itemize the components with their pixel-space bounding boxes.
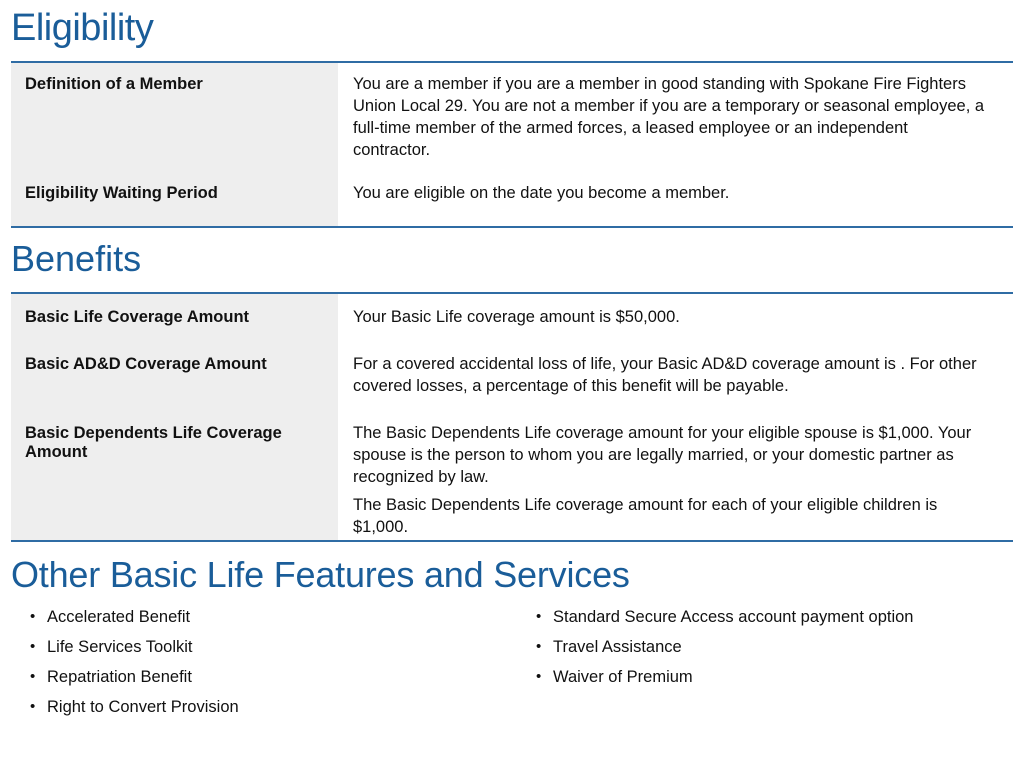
- benefits-table: [11, 294, 1013, 540]
- list-item: • Waiver of Premium: [517, 662, 1013, 692]
- basic-add-coverage-label: Basic AD&D Coverage Amount: [25, 355, 267, 373]
- bullet-icon: •: [536, 638, 542, 655]
- dependents-children-paragraph: The Basic Dependents Life coverage amount for each of your eligible children is $1,000.: [353, 496, 938, 536]
- basic-dependents-life-label: Basic Dependents Life Coverage Amount: [25, 424, 282, 461]
- eligibility-row-2-value-cell: [338, 181, 1013, 226]
- features-list-right: [517, 602, 1013, 722]
- list-item: • Accelerated Benefit: [11, 602, 517, 632]
- benefits-row-1-value-cell: [338, 294, 1013, 342]
- benefits-row-2-label-cell: [11, 342, 338, 410]
- bullet-icon: •: [536, 668, 542, 685]
- eligibility-waiting-period-label: Eligibility Waiting Period: [25, 184, 218, 202]
- eligibility-waiting-period-value: You are eligible on the date you become a member.: [353, 184, 730, 202]
- document-page: [11, 0, 1013, 722]
- eligibility-table: [11, 63, 1013, 226]
- features-list-left: [11, 602, 517, 722]
- basic-add-coverage-value: For a covered accidental loss of life, your Basic AD&D coverage amount is . For other covered losses, a percentage of this benefit will be payable.: [353, 355, 977, 395]
- eligibility-row-2-label-cell: [11, 181, 338, 226]
- basic-life-coverage-value: Your Basic Life coverage amount is $50,000.: [353, 308, 680, 326]
- list-item: • Standard Secure Access account payment option: [517, 602, 1013, 632]
- list-item: • Repatriation Benefit: [11, 662, 517, 692]
- features-list: [11, 602, 1013, 722]
- bullet-icon: •: [536, 608, 542, 625]
- eligibility-row-1-label-cell: [11, 63, 338, 181]
- eligibility-heading: Eligibility: [11, 7, 154, 49]
- benefits-row-1-label-cell: [11, 294, 338, 342]
- definition-of-member-value: You are a member if you are a member in good standing with Spokane Fire Fighters Union Local 29. You are not a member if you are a temporary or seasonal employee, a full-time member of the armed forces, a leased employee or an independent contractor.: [353, 75, 985, 159]
- list-item: • Life Services Toolkit: [11, 632, 517, 662]
- list-item: • Right to Convert Provision: [11, 692, 517, 722]
- eligibility-row-1-value-cell: [338, 63, 1013, 181]
- basic-life-coverage-label: Basic Life Coverage Amount: [25, 308, 250, 326]
- basic-dependents-life-value: [353, 422, 985, 538]
- benefits-heading: Benefits: [11, 238, 142, 279]
- dependents-spouse-paragraph: The Basic Dependents Life coverage amount for your eligible spouse is $1,000. Your spouse is the person to whom you are legally married, or your domestic partner as recognized by law.: [353, 424, 972, 486]
- benefits-row-3-label-cell: [11, 410, 338, 540]
- benefits-row-2-value-cell: [338, 342, 1013, 410]
- bullet-icon: •: [30, 638, 36, 655]
- benefits-row-3-value-cell: [338, 410, 1013, 540]
- bullet-icon: •: [30, 698, 36, 715]
- list-item: • Travel Assistance: [517, 632, 1013, 662]
- features-heading: Other Basic Life Features and Services: [11, 554, 630, 595]
- bullet-icon: •: [30, 608, 36, 625]
- bullet-icon: •: [30, 668, 36, 685]
- definition-of-member-label: Definition of a Member: [25, 75, 203, 93]
